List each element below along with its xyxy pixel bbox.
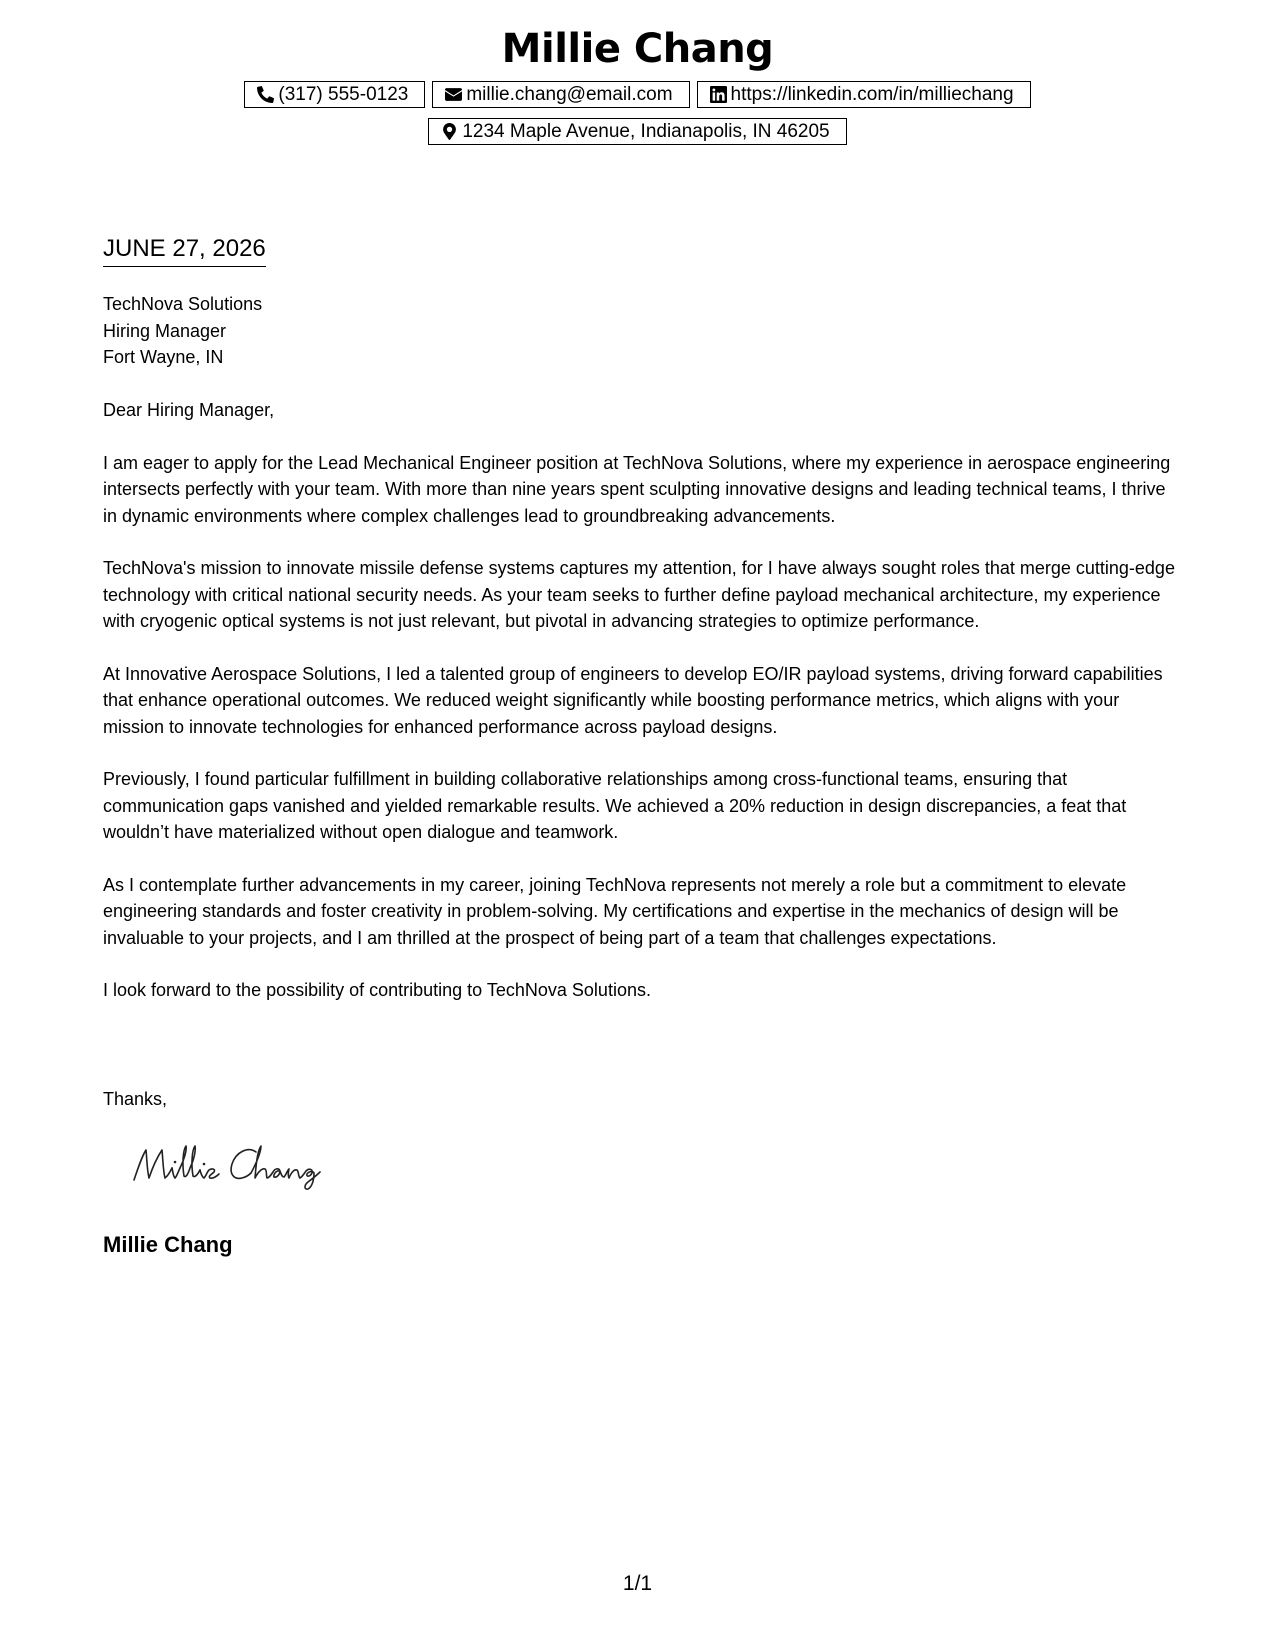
email-text: millie.chang@email.com (466, 84, 673, 105)
map-pin-icon (441, 123, 458, 140)
paragraph: I am eager to apply for the Lead Mechanical Engineer position at TechNova Solutions, where my experience in aerospace engineering intersects perfectly with your team. With more than nine years spent sculpting innovative designs and leading technical teams, I thrive in dynamic environments where complex challenges lead to groundbreaking advancements. (103, 452, 1171, 526)
signed-name: Millie Chang (103, 1232, 233, 1257)
salutation: Dear Hiring Manager, (103, 400, 275, 420)
recipient-block (103, 291, 262, 371)
paragraph: As I contemplate further advancements in my career, joining TechNova represents not merely a role but a commitment to elevate engineering standards and foster creativity in problem-solving. My certifications and expertise in the mechanics of design will be invaluable to your projects, and I am thrilled at the prospect of being part of a team that challenges expectations. (103, 874, 1127, 948)
applicant-name: Millie Chang (501, 26, 774, 72)
paragraph: At Innovative Aerospace Solutions, I led a talented group of engineers to develop EO/IR payload systems, driving forward capabilities that enhance operational outcomes. We reduced weight significantly while boosting performance metrics, which aligns with your mission to innovate technologies for enhanced performance across payload designs. (103, 663, 1163, 737)
phone-text: (317) 555-0123 (278, 84, 409, 105)
phone-icon (257, 86, 274, 103)
address-contact[interactable] (428, 118, 846, 145)
linkedin-icon (710, 86, 727, 103)
address-row (0, 118, 1275, 145)
linkedin-contact[interactable] (697, 81, 1031, 108)
closing: Thanks, (103, 1089, 168, 1109)
paragraph: TechNova's mission to innovate missile defense systems captures my attention, for I have always sought roles that merge cutting-edge technology with critical national security needs. As your team seeks to further define payload mechanical architecture, my experience with cryogenic optical systems is not just relevant, but pivotal in advancing strategies to optimize performance. (103, 558, 1175, 631)
recipient-location: Fort Wayne, IN (103, 347, 224, 367)
address-text: 1234 Maple Avenue, Indianapolis, IN 46205 (462, 121, 830, 142)
phone-contact[interactable] (244, 81, 425, 108)
contact-row (0, 81, 1275, 108)
paragraph: Previously, I found particular fulfillment in building collaborative relationships among cross-functional teams, ensuring that communication gaps vanished and yielded remarkable results. We achieved a 20% reduction in design discrepancies, a feat that wouldn’t have materialized without open dialogue and teamwork. (103, 769, 1127, 842)
email-contact[interactable] (432, 81, 689, 108)
paragraph: I look forward to the possibility of contributing to TechNova Solutions. (103, 980, 651, 1000)
linkedin-text: https://linkedin.com/in/milliechang (730, 84, 1014, 105)
page-number: 1/1 (622, 1572, 653, 1595)
recipient-company: TechNova Solutions (103, 294, 263, 314)
recipient-title: Hiring Manager (103, 320, 227, 341)
letter-body (103, 397, 1178, 1030)
envelope-icon (445, 86, 462, 103)
letter-date: JUNE 27, 2026 (103, 234, 266, 267)
handwritten-signature (128, 1140, 338, 1192)
